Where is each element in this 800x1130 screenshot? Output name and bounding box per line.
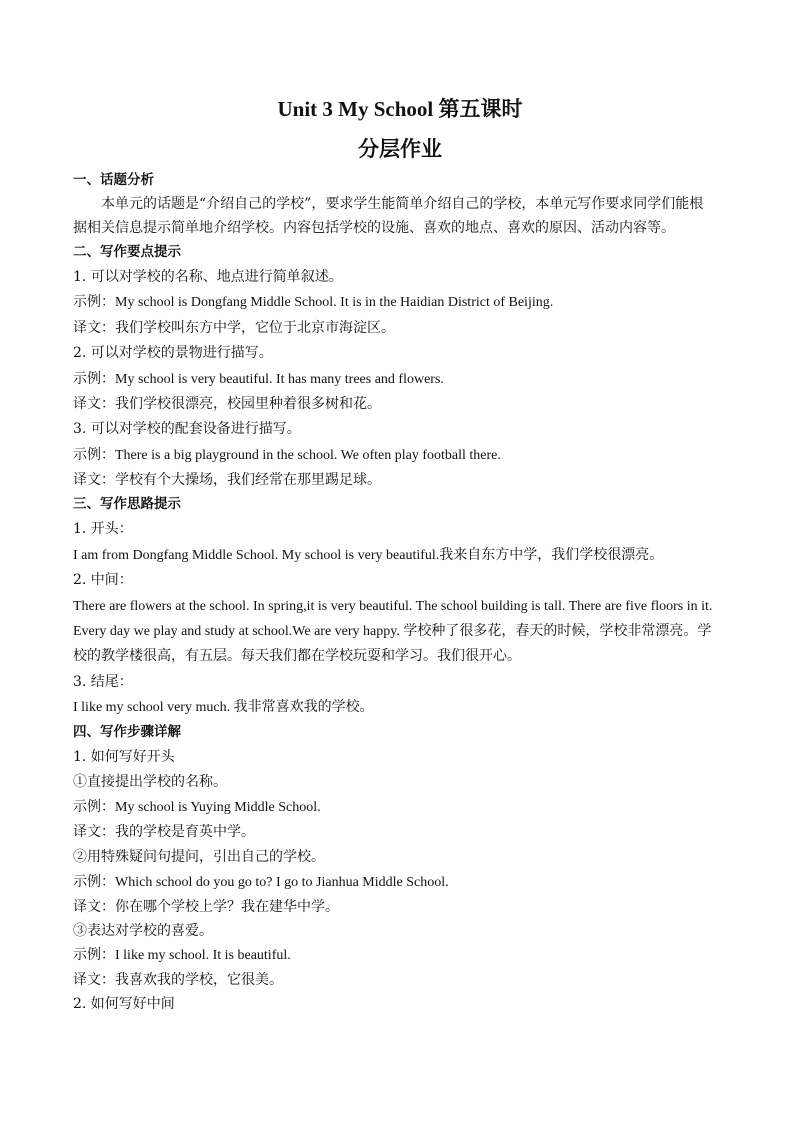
outline-text: 校的教学楼很高，有五层。每天我们都在学校玩耍和学习。我们很开心。	[73, 648, 521, 664]
paragraph-line: 本单元的话题是“介绍自己的学校”，要求学生能简单介绍自己的学校，本单元写作要求同学们能根	[101, 196, 704, 212]
section-heading-topic-analysis: 一、话题分析	[73, 172, 154, 188]
point-item: 2. 可以对学校的景物进行描写。	[73, 345, 273, 361]
document-subtitle: 分层作业	[358, 136, 442, 161]
method-item: ③表达对学校的喜爱。	[73, 923, 213, 939]
paragraph-line: 据相关信息提示简单地介绍学校。内容包括学校的设施、喜欢的地点、喜欢的原因、活动内容等。	[73, 220, 675, 236]
section-heading-writing-steps: 四、写作步骤详解	[73, 724, 181, 740]
outline-text: I like my school very much. 我非常喜欢我的学校。	[73, 700, 374, 715]
section-heading-writing-ideas: 三、写作思路提示	[73, 496, 181, 512]
outline-text: I am from Dongfang Middle School. My school is very beautiful.我来自东方中学，我们学校很漂亮。	[73, 548, 664, 563]
translation-line: 译文：我喜欢我的学校，它很美。	[73, 972, 283, 988]
example-line: 示例：There is a big playground in the school. We often play football there.	[73, 448, 501, 463]
section-heading-writing-points: 二、写作要点提示	[73, 244, 181, 260]
step-item: 2. 如何写好中间	[73, 996, 175, 1012]
outline-text: Every day we play and study at school.We are very happy. 学校种了很多花，春天的时候，学校非常漂亮。学	[73, 624, 712, 639]
example-line: 示例：My school is Yuying Middle School.	[73, 800, 321, 815]
example-line: 示例：I like my school. It is beautiful.	[73, 948, 291, 963]
translation-line: 译文：我的学校是育英中学。	[73, 824, 255, 840]
document-title: Unit 3 My School 第五课时	[277, 97, 523, 121]
translation-line: 译文：我们学校很漂亮，校园里种着很多树和花。	[73, 396, 381, 412]
translation-line: 译文：学校有个大操场，我们经常在那里踢足球。	[73, 472, 381, 488]
outline-text: There are flowers at the school. In spring,it is very beautiful. The school building is tall. There are five floors in it.	[73, 599, 713, 614]
outline-label: 2. 中间：	[73, 572, 133, 588]
example-line: 示例：My school is Dongfang Middle School. It is in the Haidian District of Beijing.	[73, 295, 554, 310]
point-item: 1. 可以对学校的名称、地点进行简单叙述。	[73, 269, 343, 285]
outline-label: 1. 开头：	[73, 521, 133, 537]
step-item: 1. 如何写好开头	[73, 749, 175, 765]
outline-label: 3. 结尾：	[73, 674, 133, 690]
translation-line: 译文：你在哪个学校上学？我在建华中学。	[73, 899, 339, 915]
example-line: 示例：Which school do you go to? I go to Jianhua Middle School.	[73, 875, 449, 890]
point-item: 3. 可以对学校的配套设备进行描写。	[73, 421, 301, 437]
method-item: ②用特殊疑问句提问，引出自己的学校。	[73, 849, 325, 865]
example-line: 示例：My school is very beautiful. It has many trees and flowers.	[73, 372, 444, 387]
method-item: ①直接提出学校的名称。	[73, 774, 227, 790]
translation-line: 译文：我们学校叫东方中学，它位于北京市海淀区。	[73, 320, 395, 336]
